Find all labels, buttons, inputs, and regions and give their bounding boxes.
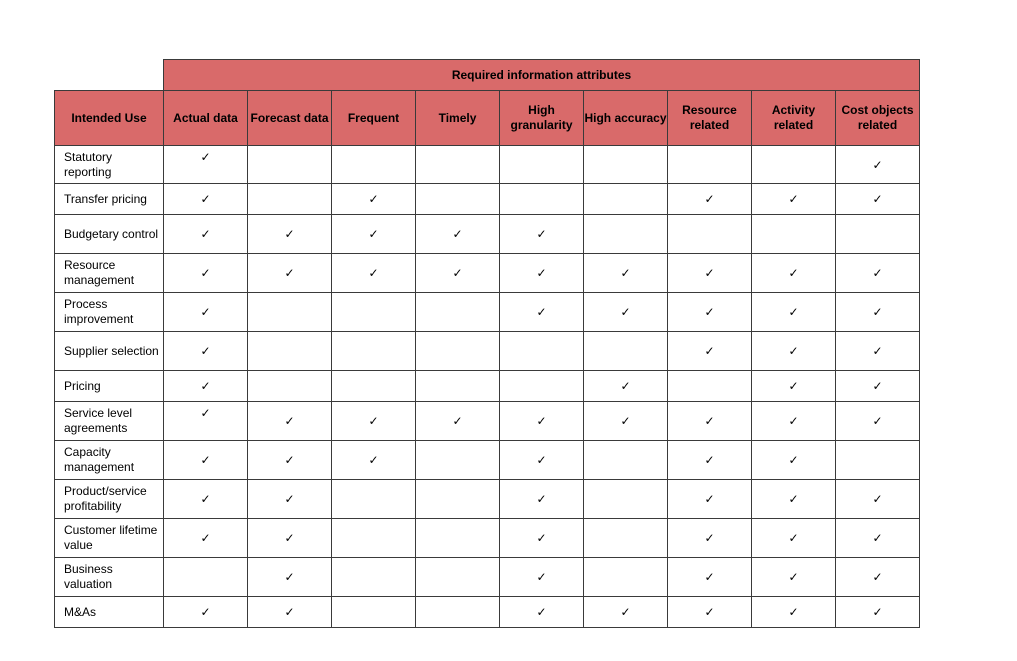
- checkmark-icon: ✓: [500, 402, 584, 441]
- empty-cell: [416, 558, 500, 597]
- checkmark-icon: ✓: [416, 402, 500, 441]
- checkmark-icon: ✓: [836, 519, 920, 558]
- empty-cell: [584, 441, 668, 480]
- checkmark-icon: ✓: [500, 441, 584, 480]
- checkmark-icon: ✓: [752, 441, 836, 480]
- checkmark-icon: ✓: [836, 184, 920, 215]
- checkmark-icon: ✓: [500, 597, 584, 628]
- checkmark-icon: ✓: [500, 254, 584, 293]
- empty-cell: [752, 215, 836, 254]
- table-row: [55, 441, 920, 480]
- intended-use-label: Pricing: [55, 371, 164, 402]
- table-row: [55, 146, 920, 184]
- checkmark-icon: ✓: [584, 371, 668, 402]
- checkmark-icon: ✓: [752, 597, 836, 628]
- checkmark-icon: ✓: [248, 480, 332, 519]
- checkmark-icon: ✓: [584, 597, 668, 628]
- table-row: [55, 184, 920, 215]
- column-header: High granularity: [500, 91, 584, 146]
- empty-cell: [668, 371, 752, 402]
- checkmark-icon: ✓: [668, 293, 752, 332]
- checkmark-icon: ✓: [164, 480, 248, 519]
- checkmark-icon: ✓: [164, 402, 248, 441]
- empty-cell: [332, 597, 416, 628]
- empty-cell: [584, 519, 668, 558]
- checkmark-icon: ✓: [752, 332, 836, 371]
- checkmark-icon: ✓: [752, 371, 836, 402]
- checkmark-icon: ✓: [836, 332, 920, 371]
- empty-cell: [248, 293, 332, 332]
- checkmark-icon: ✓: [164, 597, 248, 628]
- checkmark-icon: ✓: [500, 215, 584, 254]
- checkmark-icon: ✓: [752, 519, 836, 558]
- table-row: [55, 254, 920, 293]
- checkmark-icon: ✓: [752, 184, 836, 215]
- checkmark-icon: ✓: [668, 254, 752, 293]
- checkmark-icon: ✓: [668, 332, 752, 371]
- checkmark-icon: ✓: [500, 480, 584, 519]
- checkmark-icon: ✓: [584, 402, 668, 441]
- empty-cell: [500, 146, 584, 184]
- information-attributes-table: [54, 59, 920, 628]
- intended-use-label: Product/service profitability: [55, 480, 164, 519]
- column-header: Cost objects related: [836, 91, 920, 146]
- checkmark-icon: ✓: [836, 146, 920, 184]
- empty-cell: [584, 215, 668, 254]
- checkmark-icon: ✓: [164, 519, 248, 558]
- empty-cell: [332, 146, 416, 184]
- empty-cell: [416, 293, 500, 332]
- empty-cell: [332, 558, 416, 597]
- empty-cell: [332, 519, 416, 558]
- empty-cell: [416, 519, 500, 558]
- checkmark-icon: ✓: [752, 293, 836, 332]
- empty-cell: [836, 441, 920, 480]
- intended-use-label: Customer lifetime value: [55, 519, 164, 558]
- checkmark-icon: ✓: [584, 254, 668, 293]
- empty-cell: [416, 597, 500, 628]
- table-row: [55, 293, 920, 332]
- checkmark-icon: ✓: [752, 254, 836, 293]
- table-row: [55, 519, 920, 558]
- checkmark-icon: ✓: [752, 402, 836, 441]
- empty-cell: [332, 480, 416, 519]
- checkmark-icon: ✓: [164, 254, 248, 293]
- table-row: [55, 597, 920, 628]
- table-row: [55, 558, 920, 597]
- empty-cell: [668, 146, 752, 184]
- checkmark-icon: ✓: [164, 332, 248, 371]
- row-header-intended-use: Intended Use: [55, 91, 164, 146]
- intended-use-label: Service level agreements: [55, 402, 164, 441]
- intended-use-label: Resource management: [55, 254, 164, 293]
- checkmark-icon: ✓: [500, 519, 584, 558]
- checkmark-icon: ✓: [836, 254, 920, 293]
- checkmark-icon: ✓: [668, 184, 752, 215]
- checkmark-icon: ✓: [332, 254, 416, 293]
- checkmark-icon: ✓: [752, 558, 836, 597]
- empty-cell: [500, 371, 584, 402]
- checkmark-icon: ✓: [164, 293, 248, 332]
- column-header: Actual data: [164, 91, 248, 146]
- empty-cell: [416, 146, 500, 184]
- checkmark-icon: ✓: [836, 597, 920, 628]
- checkmark-icon: ✓: [332, 402, 416, 441]
- checkmark-icon: ✓: [668, 519, 752, 558]
- empty-cell: [584, 480, 668, 519]
- column-header: Frequent: [332, 91, 416, 146]
- checkmark-icon: ✓: [332, 441, 416, 480]
- empty-cell: [752, 146, 836, 184]
- empty-cell: [584, 146, 668, 184]
- empty-cell: [416, 332, 500, 371]
- checkmark-icon: ✓: [248, 597, 332, 628]
- checkmark-icon: ✓: [248, 215, 332, 254]
- empty-cell: [248, 371, 332, 402]
- checkmark-icon: ✓: [836, 371, 920, 402]
- checkmark-icon: ✓: [500, 558, 584, 597]
- checkmark-icon: ✓: [416, 215, 500, 254]
- column-header: Timely: [416, 91, 500, 146]
- empty-cell: [416, 371, 500, 402]
- checkmark-icon: ✓: [164, 371, 248, 402]
- corner-blank-cell: [55, 60, 164, 91]
- checkmark-icon: ✓: [836, 558, 920, 597]
- checkmark-icon: ✓: [836, 402, 920, 441]
- checkmark-icon: ✓: [668, 441, 752, 480]
- empty-cell: [416, 480, 500, 519]
- checkmark-icon: ✓: [668, 480, 752, 519]
- checkmark-icon: ✓: [836, 480, 920, 519]
- empty-cell: [248, 184, 332, 215]
- checkmark-icon: ✓: [584, 293, 668, 332]
- checkmark-icon: ✓: [248, 402, 332, 441]
- checkmark-icon: ✓: [248, 254, 332, 293]
- empty-cell: [836, 215, 920, 254]
- intended-use-label: M&As: [55, 597, 164, 628]
- empty-cell: [164, 558, 248, 597]
- checkmark-icon: ✓: [248, 558, 332, 597]
- checkmark-icon: ✓: [752, 480, 836, 519]
- checkmark-icon: ✓: [668, 558, 752, 597]
- empty-cell: [584, 184, 668, 215]
- checkmark-icon: ✓: [332, 184, 416, 215]
- intended-use-label: Business valuation: [55, 558, 164, 597]
- column-header: Activity related: [752, 91, 836, 146]
- checkmark-icon: ✓: [248, 441, 332, 480]
- column-header: Resource related: [668, 91, 752, 146]
- empty-cell: [416, 184, 500, 215]
- super-header: Required information attributes: [164, 60, 920, 91]
- table-row: [55, 402, 920, 441]
- intended-use-label: Process improvement: [55, 293, 164, 332]
- table-row: [55, 371, 920, 402]
- checkmark-icon: ✓: [164, 215, 248, 254]
- checkmark-icon: ✓: [164, 184, 248, 215]
- empty-cell: [500, 332, 584, 371]
- empty-cell: [332, 293, 416, 332]
- checkmark-icon: ✓: [500, 293, 584, 332]
- checkmark-icon: ✓: [164, 146, 248, 184]
- empty-cell: [332, 371, 416, 402]
- checkmark-icon: ✓: [248, 519, 332, 558]
- empty-cell: [332, 332, 416, 371]
- intended-use-label: Supplier selection: [55, 332, 164, 371]
- empty-cell: [584, 558, 668, 597]
- empty-cell: [416, 441, 500, 480]
- checkmark-icon: ✓: [164, 441, 248, 480]
- table-row: [55, 332, 920, 371]
- empty-cell: [500, 184, 584, 215]
- empty-cell: [584, 332, 668, 371]
- empty-cell: [248, 332, 332, 371]
- table-row: [55, 215, 920, 254]
- checkmark-icon: ✓: [416, 254, 500, 293]
- intended-use-label: Budgetary control: [55, 215, 164, 254]
- table-row: [55, 480, 920, 519]
- empty-cell: [248, 146, 332, 184]
- intended-use-label: Statutory reporting: [55, 146, 164, 184]
- checkmark-icon: ✓: [668, 402, 752, 441]
- intended-use-label: Capacity management: [55, 441, 164, 480]
- intended-use-label: Transfer pricing: [55, 184, 164, 215]
- empty-cell: [668, 215, 752, 254]
- column-header: High accuracy: [584, 91, 668, 146]
- checkmark-icon: ✓: [668, 597, 752, 628]
- checkmark-icon: ✓: [836, 293, 920, 332]
- checkmark-icon: ✓: [332, 215, 416, 254]
- column-header: Forecast data: [248, 91, 332, 146]
